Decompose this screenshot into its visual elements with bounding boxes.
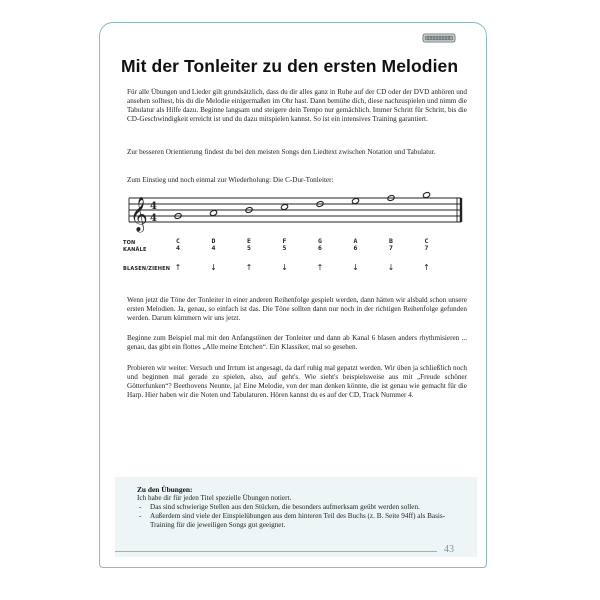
c-major-scale-notation (121, 186, 476, 286)
blow-arrow-icon: ↑ (174, 263, 182, 272)
exercise-item (137, 503, 452, 512)
exercise-title: Zu den Übungen: (137, 485, 193, 494)
tone-name: C (176, 237, 180, 245)
paragraph-alle-meine-entchen: Beginne zum Beispiel mal mit den Anfangstönen der Tonleiter und dann ab Kanal 6 blasen anders rhythmisieren ... genau, das gibt ein flottes „Alle meine Entchen“. Ein Klassiker, mal so gesehen. (127, 334, 467, 352)
note-heads (174, 192, 431, 220)
exercise-item-text: Außerdem sind viele der Einspielübungen aus dem hinteren Teil des Buchs (z. B. Seite 94ff) als Basis-Training für die jeweiligen Songs gut geeignet. (150, 512, 446, 530)
channel-number: 5 (247, 244, 251, 252)
draw-arrow-icon: ↓ (352, 263, 359, 272)
bullet-dash: - (139, 512, 142, 521)
channel-number: 6 (318, 244, 322, 252)
blow-arrow-icon: ↑ (316, 263, 324, 272)
exercise-list (137, 503, 452, 530)
blow-arrow-icon: ↑ (245, 263, 253, 272)
whole-note (422, 192, 430, 199)
draw-arrow-icon: ↓ (387, 263, 395, 272)
bullet-dash: - (139, 503, 142, 511)
page-number: 43 (444, 544, 454, 555)
time-signature: 4 (150, 213, 157, 224)
tone-name: A (353, 237, 358, 245)
channel-number: 6 (353, 244, 358, 252)
blow-arrow-icon: ↑ (423, 263, 430, 272)
tone-name: F (282, 237, 287, 245)
paragraph-scale-intro: Zum Einstieg und noch einmal zur Wiederholung: Die C-Dur-Tonleiter: (127, 176, 334, 184)
channel-number: 5 (282, 244, 287, 252)
tone-name: G (318, 237, 322, 245)
tone-name: E (247, 237, 251, 245)
whole-note (351, 198, 359, 205)
paragraph-orientation: Zur besseren Orientierung findest du bei den meisten Songs den Liedtext zwischen Notation und Tabulatur. (127, 148, 436, 156)
label-kanaele: KANÄLE (123, 247, 147, 253)
paragraph-melodies: Wenn jetzt die Töne der Tonleiter in einer anderen Reihenfolge gespielt werden, dann hätten wir alsbald schon unsere ersten Melodien. Ja, genau, so einfach ist das. Die Töne sollten dann nur noch in der richtigen Reihenfolge gefunden werden. Darum kümmern wir uns jetzt. (127, 296, 467, 323)
label-ton: TON (123, 240, 136, 246)
label-blasen-ziehen: BLASEN/ZIEHEN (123, 266, 171, 272)
paragraph-intro: Für alle Übungen und Lieder gilt grundsätzlich, dass du dir alles ganz in Ruhe auf der CD oder der DVD anhören und ansehen solltest, bis du die Melodie einigermaßen im Ohr hast. Dann bemühe dich, diese nachzuspielen und nimm die Tabulatur als Hilfe dazu. Beginne langsam und steigere dein Tempo nur gemächlich. Immer Schritt für Schritt, bis die CD-Geschwindigkeit erreicht ist und du dazu mitspielen kannst. So ist ein intensives Training garantiert. (127, 88, 467, 124)
tone-name: C (424, 237, 429, 245)
tone-name: B (389, 237, 393, 245)
whole-note (280, 204, 288, 211)
footer-rule (115, 551, 437, 552)
exercise-item (137, 512, 452, 530)
channel-number: 7 (424, 244, 429, 252)
draw-arrow-icon: ↓ (281, 263, 288, 272)
whole-note (209, 210, 217, 217)
exercise-item-text: Das sind schwierige Stellen aus den Stücken, die besonders aufmerksam geübt werden sollen. (150, 503, 420, 511)
tone-name: D (211, 237, 216, 245)
page-title: Mit der Tonleiter zu den ersten Melodien (121, 56, 459, 76)
harmonica-icon (422, 32, 456, 44)
draw-arrow-icon: ↓ (210, 263, 217, 272)
channel-number: 4 (211, 244, 216, 252)
channel-number: 4 (176, 244, 180, 252)
paragraph-beethoven: Probieren wir weiter. Versuch und Irrtum ist angesagt, da darf ruhig mal gepatzt werden. Wir üben ja schließlich noch und beginnen mal gerade zu spielen, also, auf geht's. Wie sieht's beispielsweise aus mit „Freude schöner Götterfunken“? Beethovens Neunte, ja! Eine Melodie, von der man denken könnte, die ist genau wie gemacht für die Harp. Hier haben wir die Noten und Tabulaturen. Hören kannst du es auf der CD, Track Nummer 4. (127, 364, 467, 400)
exercise-intro: Ich habe dir für jeden Titel spezielle Übungen notiert. (137, 494, 292, 502)
treble-clef-icon: 𝄞 (130, 197, 148, 232)
channel-number: 7 (389, 244, 393, 252)
time-signature: 4 (150, 201, 157, 212)
